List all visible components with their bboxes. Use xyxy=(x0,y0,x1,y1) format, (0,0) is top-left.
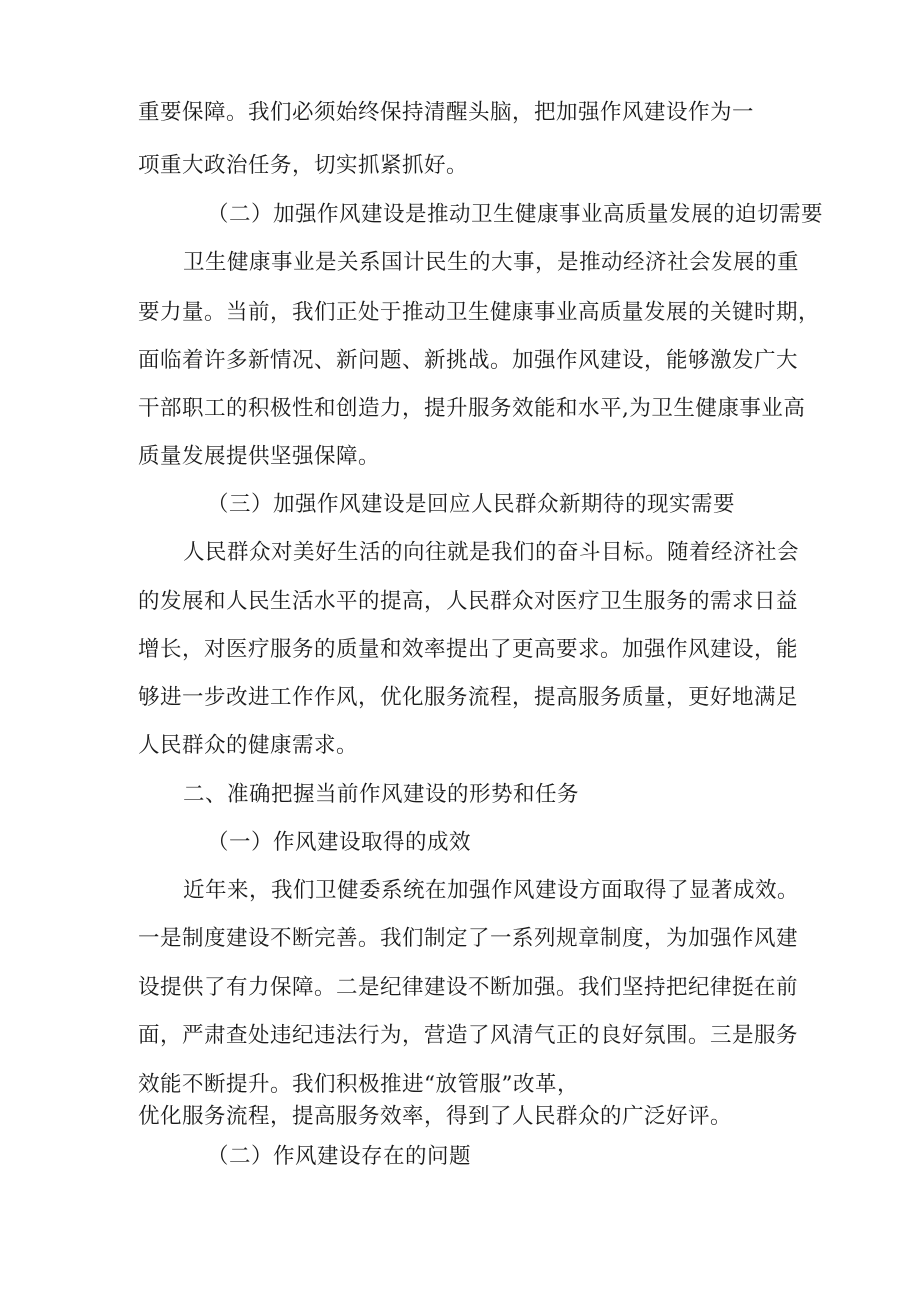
body-text-line: 项重大政治任务，切实抓紧抓好。 xyxy=(138,153,469,178)
body-text-line: 要力量。当前，我们正处于推动卫生健康事业高质量发展的关键时期， xyxy=(138,300,821,325)
body-text-line: 一是制度建设不断完善。我们制定了一系列规章制度，为加强作风建 xyxy=(138,926,799,951)
subsection-heading: （二）作风建设存在的问题 xyxy=(207,1144,472,1169)
body-text-line: 够进一步改进工作作风，优化服务流程，提高服务质量，更好地满足 xyxy=(138,685,799,710)
body-text-line: 人民群众的健康需求。 xyxy=(138,733,359,758)
body-text-line: 面临着许多新情况、新问题、新挑战。加强作风建设，能够激发广大 xyxy=(138,348,799,373)
body-text-line: 重要保障。我们必须始终保持清醒头脑，把加强作风建设作为一 xyxy=(138,100,755,125)
body-text-line: 效能不断提升。我们积极推进“放管服”改革， xyxy=(138,1072,579,1097)
subsection-heading: （三）加强作风建设是回应人民群众新期待的现实需要 xyxy=(207,492,736,517)
body-text-line: 质量发展提供坚强保障。 xyxy=(138,444,381,469)
body-text-line: 优化服务流程，提高服务效率，得到了人民群众的广泛好评。 xyxy=(138,1104,733,1129)
body-text-line: 面，严肃查处违纪违法行为，营造了风清气正的良好氛围。三是服务 xyxy=(138,1023,799,1048)
body-text-line: 人民群众对美好生活的向往就是我们的奋斗目标。随着经济社会 xyxy=(183,540,800,565)
body-text-line: 卫生健康事业是关系国计民生的大事，是推动经济社会发展的重 xyxy=(183,250,800,275)
body-text-line: 的发展和人民生活水平的提高，人民群众对医疗卫生服务的需求日益 xyxy=(138,589,799,614)
section-heading: 二、准确把握当前作风建设的形势和任务 xyxy=(183,782,580,807)
body-text-line: 设提供了有力保障。二是纪律建设不断加强。我们坚持把纪律挺在前 xyxy=(138,975,799,1000)
body-text-line: 增长，对医疗服务的质量和效率提出了更高要求。加强作风建设，能 xyxy=(138,637,799,662)
body-text-line: 近年来，我们卫健委系统在加强作风建设方面取得了显著成效。 xyxy=(183,878,800,903)
subsection-heading: （一）作风建设取得的成效 xyxy=(207,830,472,855)
body-text-line: 干部职工的积极性和创造力，提升服务效能和水平,为卫生健康事业高 xyxy=(138,396,806,421)
subsection-heading: （二）加强作风建设是推动卫生健康事业高质量发展的迫切需要 xyxy=(207,202,824,227)
